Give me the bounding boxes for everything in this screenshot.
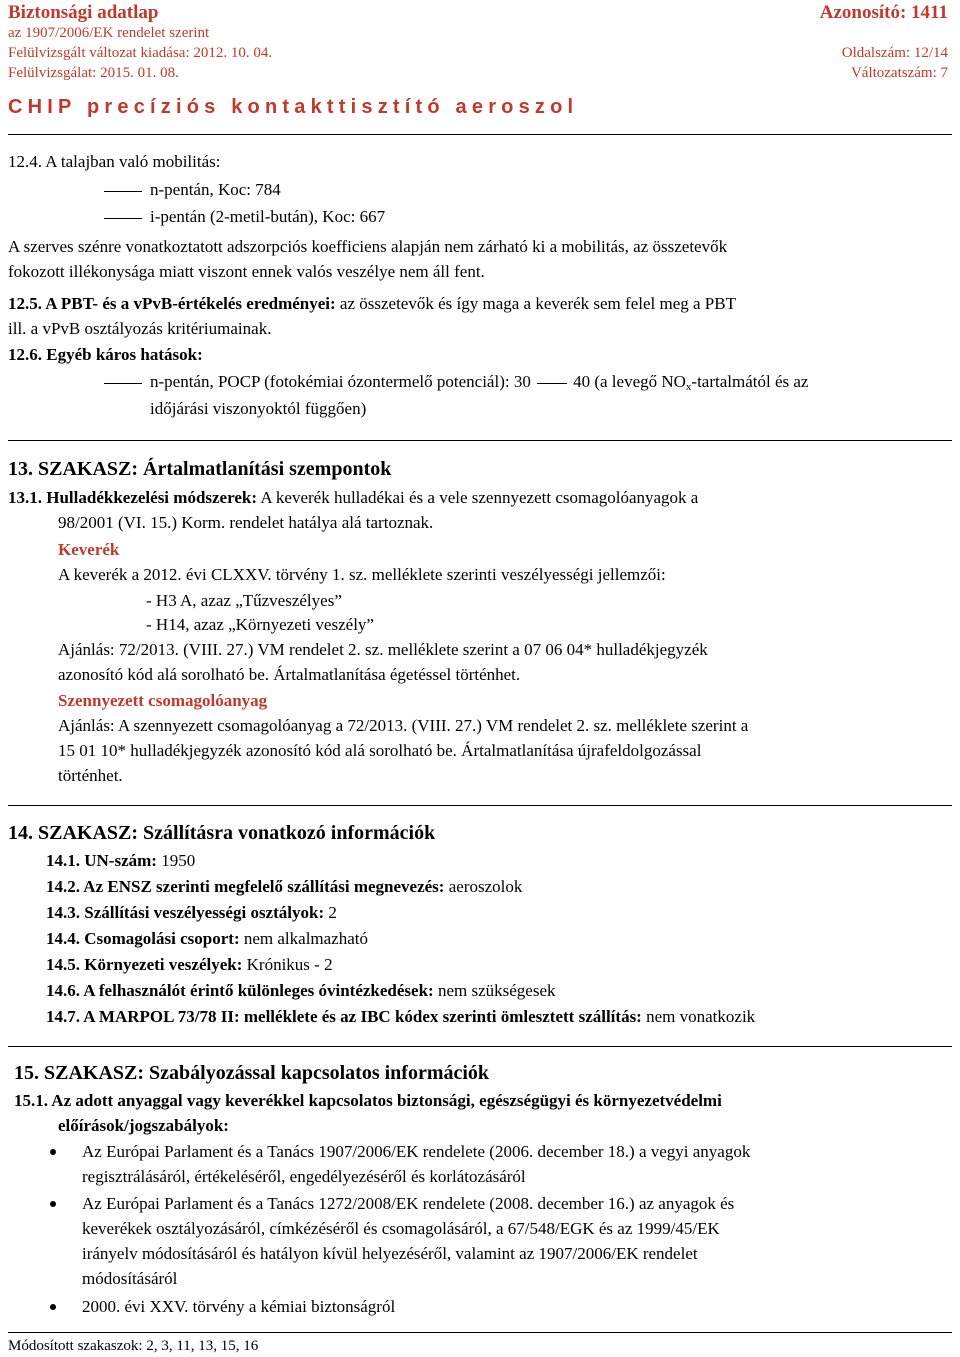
header-divider bbox=[8, 134, 952, 135]
transport-item-label: 14.5. Környezeti veszélyek: bbox=[46, 955, 243, 974]
transport-item-label: 14.3. Szállítási veszélyességi osztályok: bbox=[46, 903, 325, 922]
regulation-item-line: irányelv módosításáról és hatályon kívül helyezéséről, valamint az 1907/2006/EK rendelet bbox=[82, 1244, 698, 1263]
bullet-icon bbox=[50, 1149, 56, 1155]
list-item bbox=[104, 372, 808, 397]
regulation-ref: az 1907/2006/EK rendelet szerint bbox=[8, 25, 210, 41]
pocp-text-line2: időjárási viszonyoktól függően) bbox=[150, 399, 367, 418]
transport-item-value: 1950 bbox=[161, 851, 196, 870]
document-id: Azonosító: 1411 bbox=[819, 2, 948, 23]
section-12-6-title: 12.6. Egyéb káros hatások: bbox=[8, 345, 203, 364]
keverek-label: Keverék bbox=[58, 540, 120, 559]
transport-item bbox=[46, 903, 337, 923]
list-item bbox=[104, 180, 281, 200]
transport-item bbox=[46, 877, 522, 897]
issue-date: Felülvizsgált változat kiadása: 2012. 10. 04. bbox=[8, 45, 273, 61]
section-12-5 bbox=[8, 294, 736, 314]
transport-item-value: nem szükségesek bbox=[437, 981, 556, 1000]
section-13-1-text: A keverék hulladékai és a vele szennyezett csomagolóanyagok a bbox=[260, 488, 699, 507]
regulation-item-line: keverékek osztályozásáról, címkézéséről és csomagolásáról, a 67/548/EGK és az 1999/45/EK bbox=[82, 1219, 720, 1238]
ajanlas-keverek-line2: azonosító kód alá sorolható be. Ártalmatlanítása égetéssel történhet. bbox=[58, 665, 521, 684]
section-12-4-title: 12.4. A talajban való mobilitás: bbox=[8, 152, 221, 171]
transport-item bbox=[46, 955, 333, 975]
transport-item bbox=[46, 981, 556, 1001]
dash-icon bbox=[104, 191, 142, 192]
page-number: Oldalszám: 12/14 bbox=[841, 45, 948, 61]
document-title: Biztonsági adatlap bbox=[8, 2, 159, 23]
section-13-1 bbox=[8, 488, 698, 508]
keverek-text: A keverék a 2012. évi CLXXV. törvény 1. sz. melléklete szerinti veszélyességi jellemzői: bbox=[58, 565, 666, 584]
section-14-heading: 14. SZAKASZ: Szállításra vonatkozó információk bbox=[8, 822, 436, 844]
footer-divider bbox=[8, 1332, 952, 1333]
bullet-icon bbox=[50, 1201, 56, 1207]
transport-item-label: 14.2. Az ENSZ szerinti megfelelő szállítási megnevezés: bbox=[46, 877, 445, 896]
transport-item-label: 14.4. Csomagolási csoport: bbox=[46, 929, 240, 948]
szennyezett-label: Szennyezett csomagolóanyag bbox=[58, 691, 268, 710]
section-15-1-title-line1: 15.1. Az adott anyaggal vagy keverékkel kapcsolatos biztonsági, egészségügyi és környezetvédelmi bbox=[14, 1091, 722, 1110]
section-divider bbox=[8, 805, 952, 806]
transport-item-label: 14.1. UN-szám: bbox=[46, 851, 157, 870]
regulation-item-line: Az Európai Parlament és a Tanács 1272/2008/EK rendelete (2008. december 16.) az anyagok és bbox=[82, 1194, 735, 1213]
section-13-heading: 13. SZAKASZ: Ártalmatlanítási szempontok bbox=[8, 458, 392, 480]
pocp-text: n-pentán, POCP (fotokémiai ózontermelő potenciál): 30 bbox=[150, 372, 531, 391]
regulation-item-line: 2000. évi XXV. törvény a kémiai biztonságról bbox=[82, 1297, 396, 1316]
nox-subscript: x bbox=[685, 381, 692, 393]
dash-icon bbox=[104, 218, 142, 219]
regulation-item-line: módosításáról bbox=[82, 1269, 178, 1288]
transport-item-label: 14.6. A felhasználót érintő különleges óvintézkedések: bbox=[46, 981, 434, 1000]
transport-item-value: Krónikus - 2 bbox=[246, 955, 333, 974]
version-number: Változatszám: 7 bbox=[850, 65, 948, 81]
list-item bbox=[104, 207, 385, 227]
ajanlas-keverek-line1: Ajánlás: 72/2013. (VIII. 27.) VM rendelet 2. sz. melléklete szerint a 07 06 04* hulladékjegyzék bbox=[58, 640, 708, 659]
section-divider bbox=[8, 1046, 952, 1047]
bullet-icon bbox=[50, 1304, 56, 1310]
section-13-1-text-line2: 98/2001 (VI. 15.) Korm. rendelet hatálya alá tartoznak. bbox=[58, 513, 434, 532]
mobility-paragraph-line2: fokozott illékonysága miatt viszont ennek valós veszélye nem áll fent. bbox=[8, 262, 485, 281]
section-divider bbox=[8, 440, 952, 441]
section-15-1-title-line2: előírások/jogszabályok: bbox=[58, 1116, 229, 1135]
modified-sections: Módosított szakaszok: 2, 3, 11, 13, 15, 16 bbox=[8, 1338, 259, 1354]
ajanlas-csomagolo-line3: történhet. bbox=[58, 766, 123, 785]
transport-item-value: 2 bbox=[328, 903, 337, 922]
list-item-text: i-pentán (2-metil-bután), Koc: 667 bbox=[150, 207, 386, 226]
transport-item-value: nem alkalmazható bbox=[243, 929, 368, 948]
ajanlas-csomagolo-line2: 15 01 10* hulladékjegyzék azonosító kód alá sorolható be. Ártalmatlanítása újrafeldolgozással bbox=[58, 741, 702, 760]
transport-item bbox=[46, 929, 368, 949]
transport-item bbox=[46, 1007, 755, 1027]
section-12-5-text-line2: ill. a vPvB osztályozás kritériumainak. bbox=[8, 319, 272, 338]
transport-item-value: aeroszolok bbox=[448, 877, 523, 896]
list-item-text: n-pentán, Koc: 784 bbox=[150, 180, 281, 199]
regulation-item-line: regisztrálásáról, értékeléséről, engedélyezéséről és korlátozásáról bbox=[82, 1167, 526, 1186]
transport-item bbox=[46, 851, 195, 871]
product-name: CHIP precíziós kontakttisztító aeroszol bbox=[8, 96, 579, 118]
pocp-text-2: 40 (a levegő NO bbox=[573, 372, 686, 391]
range-dash-icon bbox=[537, 383, 567, 384]
transport-item-value: nem vonatkozik bbox=[646, 1007, 756, 1026]
review-date: Felülvizsgálat: 2015. 01. 08. bbox=[8, 65, 179, 81]
section-15-heading: 15. SZAKASZ: Szabályozással kapcsolatos információk bbox=[14, 1062, 490, 1084]
mobility-paragraph-line1: A szerves szénre vonatkoztatott adszorpciós koefficiens alapján nem zárható ki a mobilitás, az összetevők bbox=[8, 237, 728, 256]
dash-icon bbox=[104, 383, 142, 384]
ajanlas-csomagolo-line1: Ajánlás: A szennyezett csomagolóanyag a 72/2013. (VIII. 27.) VM rendelet 2. sz. melléklete szerint a bbox=[58, 716, 749, 735]
hazard-h14: - H14, azaz „Környezeti veszély” bbox=[146, 615, 374, 634]
regulation-item-line: Az Európai Parlament és a Tanács 1907/2006/EK rendelete (2006. december 18.) a vegyi anyagok bbox=[82, 1142, 751, 1161]
section-13-1-title: 13.1. Hulladékkezelési módszerek: bbox=[8, 488, 257, 507]
section-12-5-text: az összetevők és így maga a keverék sem felel meg a PBT bbox=[339, 294, 736, 313]
hazard-h3: - H3 A, azaz „Tűzveszélyes” bbox=[146, 591, 342, 610]
transport-item-label: 14.7. A MARPOL 73/78 II: melléklete és az IBC kódex szerinti ömlesztett szállítás: bbox=[46, 1007, 642, 1026]
section-12-5-title: 12.5. A PBT- és a vPvB-értékelés eredményei: bbox=[8, 294, 336, 313]
pocp-text-3: -tartalmától és az bbox=[691, 372, 809, 391]
